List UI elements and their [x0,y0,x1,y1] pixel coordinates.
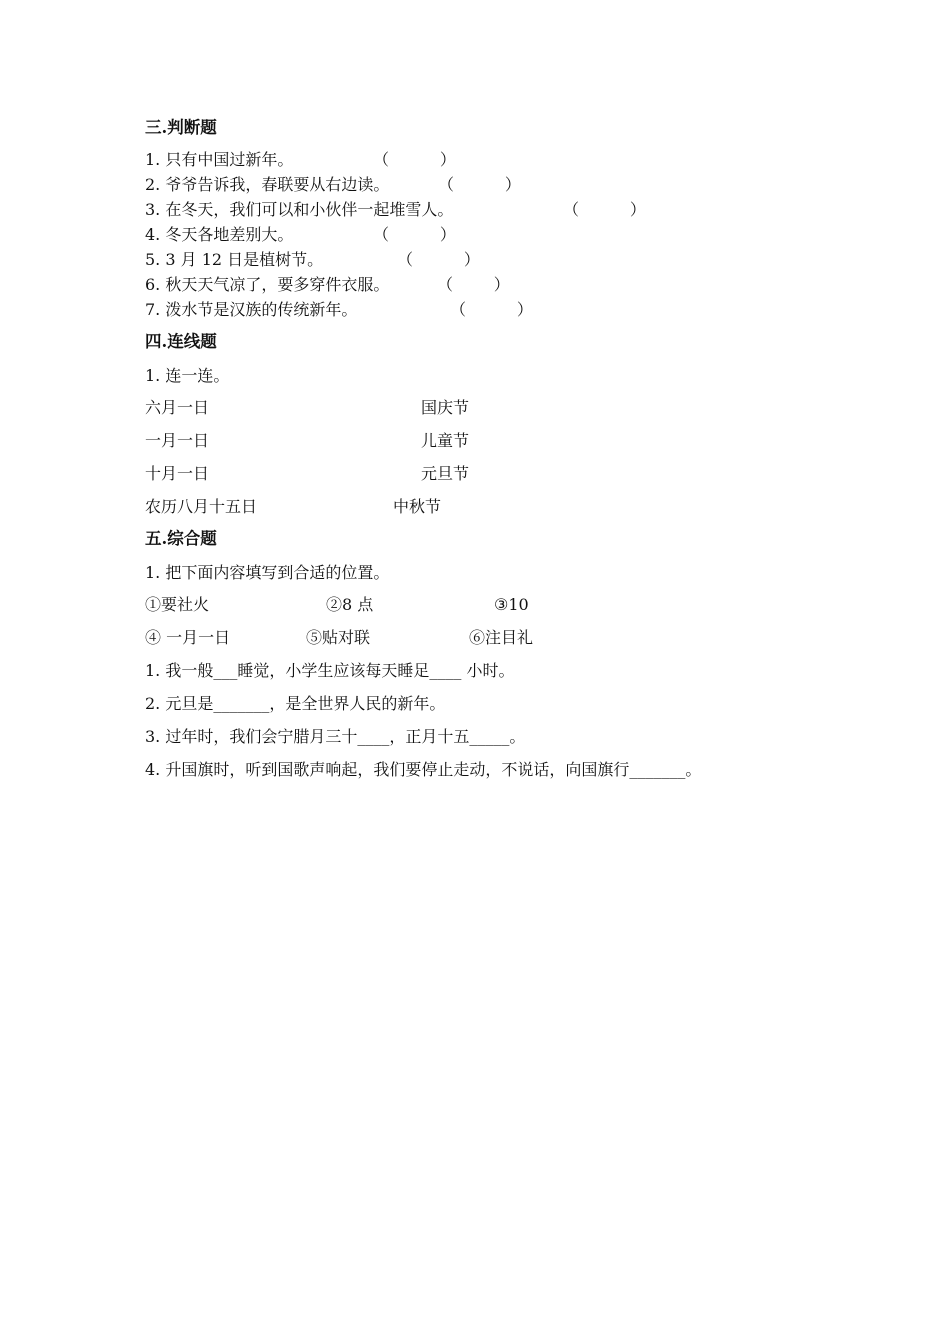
judge-question: 2. 爷爷告诉我，春联要从右边读。 [145,175,390,194]
answer-parens: （ ） [437,275,510,294]
question-text: 1. 连一连。 [145,366,230,385]
fill-blank-question: 4. 升国旗时，听到国歌声响起，我们要停止走动，不说话，向国旗行_______。 [145,760,702,779]
match-right-item: 元旦节 [421,464,470,483]
match-left-item: 农历八月十五日 [145,497,258,516]
match-left-item: 六月一日 [145,398,210,417]
judge-question: 4. 冬天各地差别大。 [145,225,294,244]
option-item: ④ 一月一日 [145,628,231,647]
answer-parens: （ ） [373,225,456,244]
judge-question: 6. 秋天天气凉了，要多穿件衣服。 [145,275,390,294]
judge-question: 3. 在冬天，我们可以和小伙伴一起堆雪人。 [145,200,454,219]
match-right-item: 儿童节 [421,431,470,450]
section-title: 四.连线题 [145,332,217,351]
option-item: ③10 [494,595,529,614]
match-right-item: 中秋节 [393,497,442,516]
question-text: 1. 把下面内容填写到合适的位置。 [145,563,390,582]
option-item: ①要社火 [145,595,210,614]
judge-question: 5. 3 月 12 日是植树节。 [145,250,324,269]
judge-question: 7. 泼水节是汉族的传统新年。 [145,300,358,319]
match-left-item: 十月一日 [145,464,210,483]
answer-parens: （ ） [563,200,646,219]
section-title: 三.判断题 [145,118,217,137]
answer-parens: （ ） [438,175,521,194]
fill-blank-question: 3. 过年时，我们会宁腊月三十____，正月十五_____。 [145,727,526,746]
judge-question: 1. 只有中国过新年。 [145,150,294,169]
option-item: ⑥注目礼 [469,628,534,647]
match-right-item: 国庆节 [421,398,470,417]
answer-parens: （ ） [397,250,480,269]
answer-parens: （ ） [373,150,456,169]
option-item: ②8 点 [326,595,374,614]
fill-blank-question: 2. 元旦是_______，是全世界人民的新年。 [145,694,446,713]
option-item: ⑤贴对联 [306,628,371,647]
section-title: 五.综合题 [145,529,217,548]
answer-parens: （ ） [450,300,533,319]
match-left-item: 一月一日 [145,431,210,450]
fill-blank-question: 1. 我一般___睡觉，小学生应该每天睡足____ 小时。 [145,661,515,680]
